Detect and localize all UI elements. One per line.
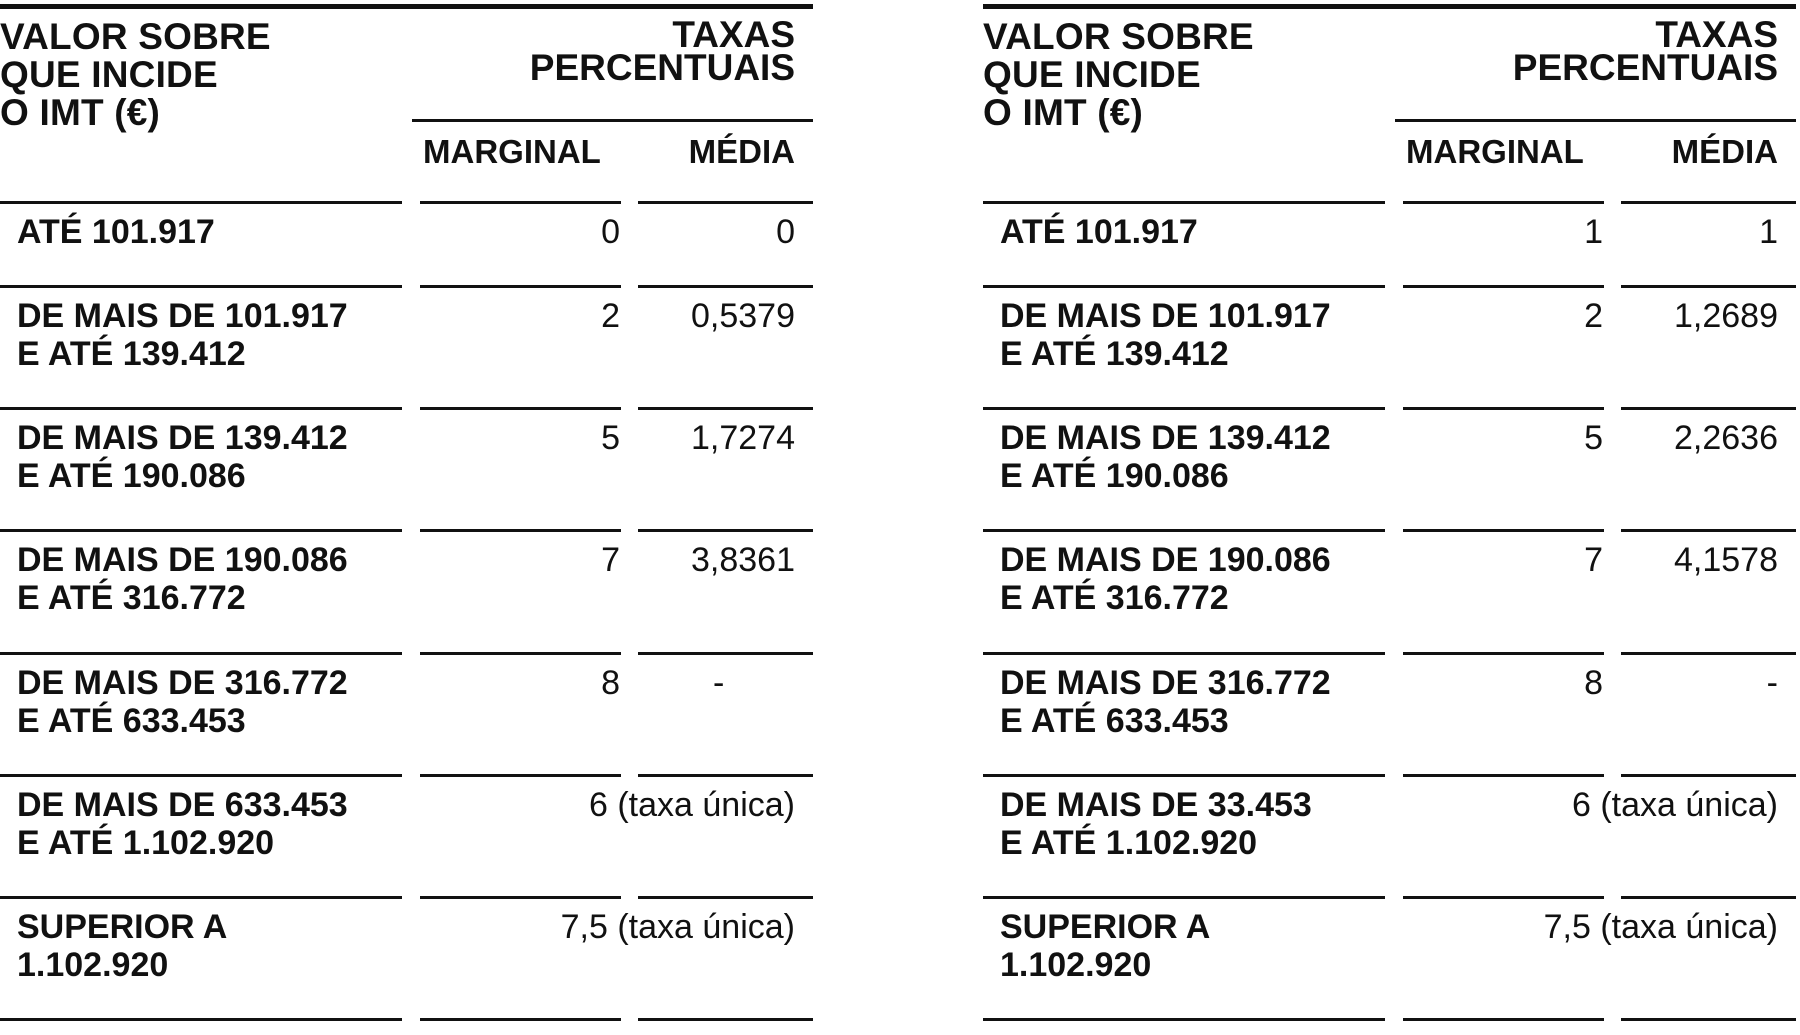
row-rule: [1403, 407, 1604, 410]
header-sub-rule: [412, 119, 813, 122]
table-top-rule: [0, 4, 813, 9]
row-rule: [0, 896, 402, 899]
row-rule: [983, 285, 1385, 288]
row-label: DE MAIS DE 190.086 E ATÉ 316.772: [1000, 541, 1331, 617]
row-label: DE MAIS DE 101.917 E ATÉ 139.412: [17, 297, 348, 373]
marginal-rate: 8: [1584, 664, 1603, 702]
row-rule: [420, 774, 621, 777]
average-rate: 1: [1759, 213, 1778, 251]
row-rule: [1403, 774, 1604, 777]
row-rule: [638, 896, 813, 899]
row-rule: [1621, 896, 1796, 899]
row-label: DE MAIS DE 101.917 E ATÉ 139.412: [1000, 297, 1331, 373]
row-label: DE MAIS DE 316.772 E ATÉ 633.453: [17, 664, 348, 740]
row-rule: [420, 652, 621, 655]
row-rule: [983, 896, 1385, 899]
average-rate: 2,2636: [1674, 419, 1778, 457]
header-media: MÉDIA: [1671, 133, 1778, 170]
marginal-rate: 8: [601, 664, 620, 702]
average-rate: 4,1578: [1674, 541, 1778, 579]
marginal-rate: 5: [1584, 419, 1603, 457]
row-rule: [1621, 774, 1796, 777]
row-rule: [1621, 285, 1796, 288]
average-rate: 1,7274: [691, 419, 795, 457]
row-rule: [983, 774, 1385, 777]
marginal-rate: 0: [601, 213, 620, 251]
row-rule: [1621, 407, 1796, 410]
header-base-value: VALOR SOBRE QUE INCIDE O IMT (€): [0, 16, 271, 133]
row-label: ATÉ 101.917: [1000, 213, 1198, 251]
row-label: SUPERIOR A 1.102.920: [17, 908, 228, 984]
marginal-rate: 5: [601, 419, 620, 457]
row-rule: [0, 201, 402, 204]
header-rates: TAXAS PERCENTUAIS: [1512, 14, 1778, 88]
row-rule: [420, 529, 621, 532]
row-rule: [420, 201, 621, 204]
row-rule: [638, 652, 813, 655]
row-rule: [420, 407, 621, 410]
average-rate: 3,8361: [691, 541, 795, 579]
row-rule: [638, 529, 813, 532]
marginal-rate: 7: [601, 541, 620, 579]
single-rate: 7,5 (taxa única): [1543, 908, 1778, 946]
row-label: SUPERIOR A 1.102.920: [1000, 908, 1211, 984]
average-rate: 1,2689: [1674, 297, 1778, 335]
row-rule: [983, 652, 1385, 655]
row-rule: [638, 201, 813, 204]
row-rule: [1403, 896, 1604, 899]
row-rule: [1403, 1018, 1604, 1021]
row-label: DE MAIS DE 139.412 E ATÉ 190.086: [17, 419, 348, 495]
marginal-rate: 7: [1584, 541, 1603, 579]
row-rule: [420, 285, 621, 288]
row-rule: [983, 1018, 1385, 1021]
header-sub-rule: [1395, 119, 1796, 122]
row-rule: [983, 407, 1385, 410]
row-rule: [0, 407, 402, 410]
row-rule: [1621, 652, 1796, 655]
row-rule: [983, 529, 1385, 532]
header-rates: TAXAS PERCENTUAIS: [529, 14, 795, 88]
imt-table-right: [983, 0, 1796, 1035]
row-rule: [420, 896, 621, 899]
average-rate: 0,5379: [691, 297, 795, 335]
row-rule: [0, 774, 402, 777]
header-marginal: MARGINAL: [423, 133, 601, 170]
header-marginal: MARGINAL: [1406, 133, 1584, 170]
row-rule: [638, 774, 813, 777]
row-rule: [638, 1018, 813, 1021]
average-rate: -: [713, 664, 725, 702]
single-rate: 7,5 (taxa única): [560, 908, 795, 946]
average-rate: -: [1766, 664, 1778, 702]
row-rule: [1403, 285, 1604, 288]
row-label: ATÉ 101.917: [17, 213, 215, 251]
average-rate: 0: [776, 213, 795, 251]
table-top-rule: [983, 4, 1796, 9]
marginal-rate: 1: [1584, 213, 1603, 251]
row-rule: [638, 285, 813, 288]
single-rate: 6 (taxa única): [589, 786, 795, 824]
row-rule: [0, 1018, 402, 1021]
row-label: DE MAIS DE 139.412 E ATÉ 190.086: [1000, 419, 1331, 495]
row-label: DE MAIS DE 633.453 E ATÉ 1.102.920: [17, 786, 348, 862]
row-rule: [0, 285, 402, 288]
row-label: DE MAIS DE 190.086 E ATÉ 316.772: [17, 541, 348, 617]
marginal-rate: 2: [1584, 297, 1603, 335]
marginal-rate: 2: [601, 297, 620, 335]
single-rate: 6 (taxa única): [1572, 786, 1778, 824]
row-rule: [420, 1018, 621, 1021]
row-rule: [1621, 529, 1796, 532]
row-rule: [1403, 201, 1604, 204]
row-rule: [1403, 529, 1604, 532]
header-media: MÉDIA: [688, 133, 795, 170]
imt-table-left: [0, 0, 813, 1035]
row-rule: [0, 652, 402, 655]
row-rule: [983, 201, 1385, 204]
row-rule: [1621, 1018, 1796, 1021]
row-rule: [0, 529, 402, 532]
row-rule: [1403, 652, 1604, 655]
row-rule: [1621, 201, 1796, 204]
row-label: DE MAIS DE 316.772 E ATÉ 633.453: [1000, 664, 1331, 740]
header-base-value: VALOR SOBRE QUE INCIDE O IMT (€): [983, 16, 1254, 133]
row-label: DE MAIS DE 33.453 E ATÉ 1.102.920: [1000, 786, 1312, 862]
row-rule: [638, 407, 813, 410]
